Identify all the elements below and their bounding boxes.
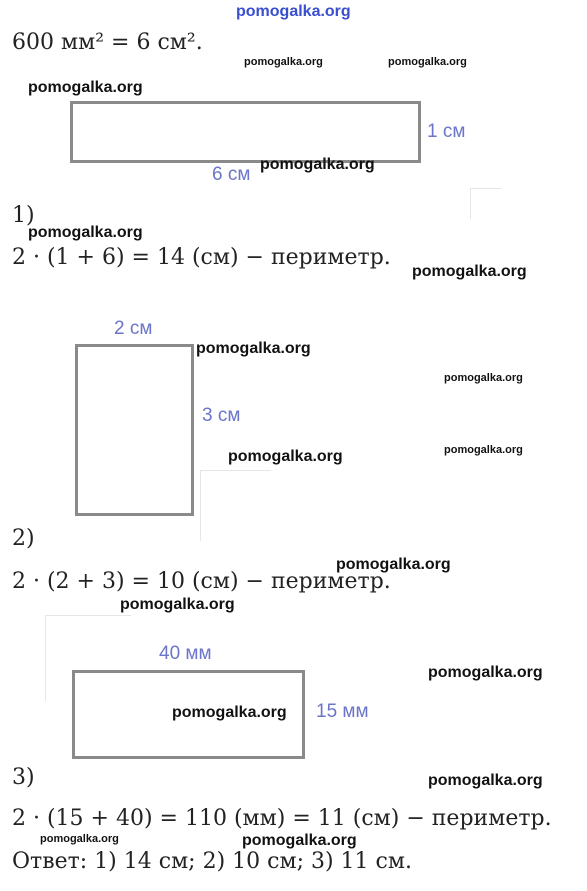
watermark: pomogalka.org [412,263,527,280]
rectangle-1-width-label: 6 см [212,164,251,185]
problem-1-formula: 2 · (1 + 6) = 14 (см) − периметр. [12,245,391,270]
watermark: pomogalka.org [444,444,523,456]
grid-decoration [200,470,271,541]
rectangle-2-width-label: 2 см [114,318,153,339]
watermark: pomogalka.org [28,224,143,241]
problem-3-number: 3) [12,765,35,790]
watermark: pomogalka.org [28,79,143,96]
rectangle-1 [70,101,421,163]
watermark: pomogalka.org [196,340,311,357]
rectangle-1-height-label: 1 см [427,121,466,142]
problem-2-number: 2) [12,526,35,551]
problem-3-formula: 2 · (15 + 40) = 110 (мм) = 11 (см) − периметр. [12,806,552,831]
watermark: pomogalka.org [244,56,323,68]
grid-decoration [470,188,501,219]
watermark: pomogalka.org [428,664,543,681]
watermark: pomogalka.org [40,833,119,845]
watermark: pomogalka.org [260,156,375,173]
rectangle-3-width-label: 40 мм [159,643,212,664]
problem-2-formula: 2 · (2 + 3) = 10 (см) − периметр. [12,569,391,594]
watermark: pomogalka.org [336,556,451,573]
watermark: pomogalka.org [444,372,523,384]
watermark: pomogalka.org [388,56,467,68]
area-conversion-text: 600 мм² = 6 см². [12,30,203,55]
watermark: pomogalka.org [120,596,235,613]
watermark: pomogalka.org [228,448,343,465]
watermark: pomogalka.org [172,704,287,721]
rectangle-2 [75,344,194,516]
watermark: pomogalka.org [242,832,357,849]
problem-1-number: 1) [12,203,35,228]
header-watermark: pomogalka.org [236,3,351,20]
rectangle-2-height-label: 3 см [202,405,241,426]
watermark: pomogalka.org [428,772,543,789]
answer-text: Ответ: 1) 14 см; 2) 10 см; 3) 11 см. [12,849,412,874]
rectangle-3-height-label: 15 мм [316,701,369,722]
